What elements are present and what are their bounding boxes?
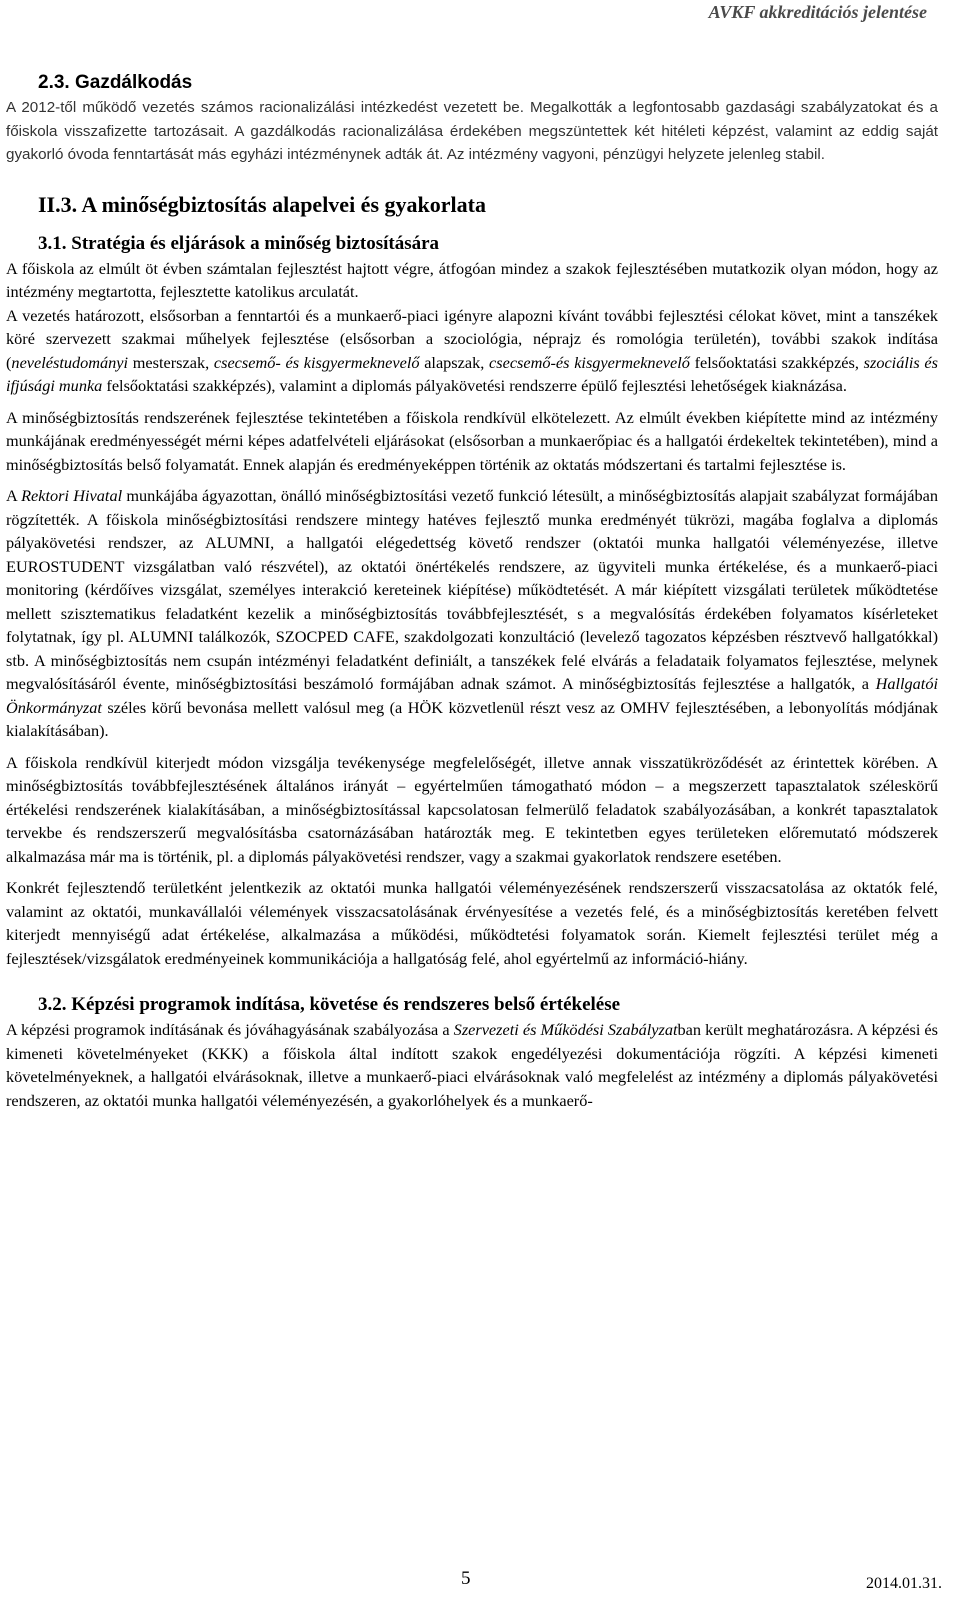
paragraph-3-1-4: A Rektori Hivatal munkájába ágyazottan, önálló minőségbiztosítási vezető funkció létesült, a minőségbiztosítás alapjait szabályzat formájában rögzítették. A főiskola minőségbiztosítási rendszere mintegy hatéves fejlesztő munka eredményét tükrözi, magába foglalva a diplomás pályakövetési rendszer, az ALUMNI, a hallgatói elégedettség követő rendszer (oktatói munka hallgatói véleményezése, illetve EUROSTUDENT vizsgálatban való részvétel), az oktatói önértékelés rendszere, az ügyviteli munka értékelése, és a munkaerő-piaci monitoring (kérdőíves vizsgálat, személyes interakció kereteinek kiépítése) működtetését. A már kiépített vizsgálati területek működtetése mellett szisztematikus feladatként kezelik a minőségbiztosítás továbbfejlesztését, s a megvalósítás érdekében folyamatos kísérleteket folytatnak, így pl. ALUMNI találkozók, SZOCPED CAFE, szakdolgozati konzultáció (levelező tagozatos képzésben résztvevő hallgatókkal) stb. A minőségbiztosítás nem csupán intézményi feladatként definiált, a tanszékek felé elvárás a feladataik folyamatos fejlesztése, melynek megvalósításáról évente, minőségbiztosítási beszámoló formájában adnak számot. A minőségbiztosítás fejlesztése a hallgatók, a Hallgatói Önkormányzat széles körű bevonása mellett valósul meg (a HÖK közvetlenül részt vesz az OMHV fejlesztésében, a lebonyolítás módjának kialakításában). — [6, 486, 939, 740]
paragraph-3-1-5: A főiskola rendkívül kiterjedt módon vizsgálja tevékenysége megfelelőségét, illetve annak visszatükröződését az érintettek körében. A minőségbiztosítás továbbfejlesztésének általános irányát – egyértelműen támogatható módon – a megszerzett tapasztalatok széleskörű értékelési rendszerének kialakításában, a minőségbiztosítással kapcsolatosan felmerülő feladatok szabályozásában, a konkrét tapasztalatok tervekbe és rendszerszerű megvalósításba csatornázásában határozták meg. E tekintetben egyes területeken előremutató módszerek alkalmazása már ma is történik, pl. a diplomás pályakövetési rendszer, vagy a szakmai gyakorlatok rendszere esetében. — [6, 752, 938, 866]
paragraph-3-1-6: Konkrét fejlesztendő területként jelentkezik az oktatói munka hallgatói véleményezésének rendszerszerű visszacsatolása az oktatók felé, valamint az oktatói, munkavállalói vélemények visszacsatolásának érvényesítése a vezetés felé, és a minőségbiztosítás keretében felvett kiterjedt mennyiségű adat értékelése, alkalmazása a működési, működtetési folyamatok során. Kiemelt fejlesztési terület még a fejlesztések/vizsgálatok eredményeinek kommunikációja a hallgatóság felé, ahol egyértelmű az információ-hiány. — [6, 878, 938, 968]
paragraph-3-1-1: A főiskola az elmúlt öt évben számtalan fejlesztést hajtott végre, átfogóan mindez a szakok fejlesztésében mutatkozik olyan módon, hogy az intézmény megtartotta, fejlesztette katolikus arculatát. — [6, 258, 938, 301]
italic-term: neveléstudományi — [11, 352, 129, 372]
footer-date: 2014.01.31. — [866, 1575, 942, 1592]
italic-term: szociális és ifjúsági munka — [6, 352, 938, 395]
paragraph-3-1-3: A minőségbiztosítás rendszerének fejlesztése tekintetében a főiskola rendkívül elkötelezett. Az elmúlt években kiépítette mind az intézmény munkájának eredményességét mérni képes adatfelvételi eljárásokat (elsősorban a munkaerőpiac és a hallgatói érdekeltek tekintetében), mind a minőségbiztosítás belső folyamatát. Ennek alapján és eredményeképpen történik az oktatás módszertani és tartalmi fejlesztése is. — [6, 407, 938, 474]
page-number: 5 — [461, 1568, 471, 1589]
document-body — [6, 70, 938, 1120]
section-heading-gazdalkodas: 2.3. Gazdálkodás — [38, 72, 193, 93]
italic-term: Hallgatói Önkormányzat — [6, 674, 938, 717]
paragraph-3-2-1: A képzési programok indításának és jóváhagyásának szabályozása a Szervezeti és Működési Szabályzatban került meghatározásra. A képzési és kimeneti követelményeket (KKK) a főiskola által indított szakok engedélyezési dokumentációja rögzíti. A képzési kimeneti követelményeknek, a hallgatói elvárásoknak, illetve a munkaerő-piaci elvárásoknak való megfelelést az intézmény a diplomás pályakövetési rendszeren, az oktatói munka hallgatói véleményezésén, a gyakorlóhelyek és a munkaerő- — [6, 1020, 938, 1110]
section-heading-minosegbiztositas: II.3. A minőségbiztosítás alapelvei és gyakorlata — [38, 191, 486, 217]
subsection-heading-3-2: 3.2. Képzési programok indítása, követése és rendszeres belső értékelése — [38, 994, 621, 1015]
subsection-heading-3-1: 3.1. Stratégia és eljárások a minőség biztosítására — [38, 232, 440, 254]
italic-term: csecsemő- és kisgyermeknevelő — [213, 352, 420, 372]
paragraph-gazdalkodas: A 2012-től működő vezetés számos racionalizálási intézkedést vezetett be. Megalkották a legfontosabb gazdasági szabályzatokat és a főiskola visszafizette tartozásait. A gazdálkodás racionalizálása érdekében megszüntettek két hitéleti képzést, valamint az eddig saját gyakorló óvoda fenntartását más egyházi intézménynek adták át. Az intézmény vagyoni, pénzügyi helyzete jelenleg stabil. — [6, 99, 938, 163]
italic-term: Rektori Hivatal — [21, 486, 123, 505]
running-header: AVKF akkreditációs jelentése — [708, 2, 927, 22]
italic-term: csecsemő-és kisgyermeknevelő — [489, 352, 690, 372]
paragraph-3-1-2: A vezetés határozott, elsősorban a fenntartói és a munkaerő-piaci igényre alapozni kívánt további fejlesztési célokat követ, mint a tanszékek köré szervezett szakmai műhelyek fejlesztése (elsősorban a szociológia, néprajz és romológia területén), további szakok indítása (neveléstudományi mesterszak, csecsemő- és kisgyermeknevelő alapszak, csecsemő-és kisgyermeknevelő felsőoktatási szakképzés, szociális és ifjúsági munka felsőoktatási szakképzés), valamint a diplomás pályakövetési rendszerre épülő fejlesztési lehetőségek kiaknázása. — [6, 305, 938, 395]
italic-term: Szervezeti és Működési Szabályzat — [453, 1020, 678, 1039]
